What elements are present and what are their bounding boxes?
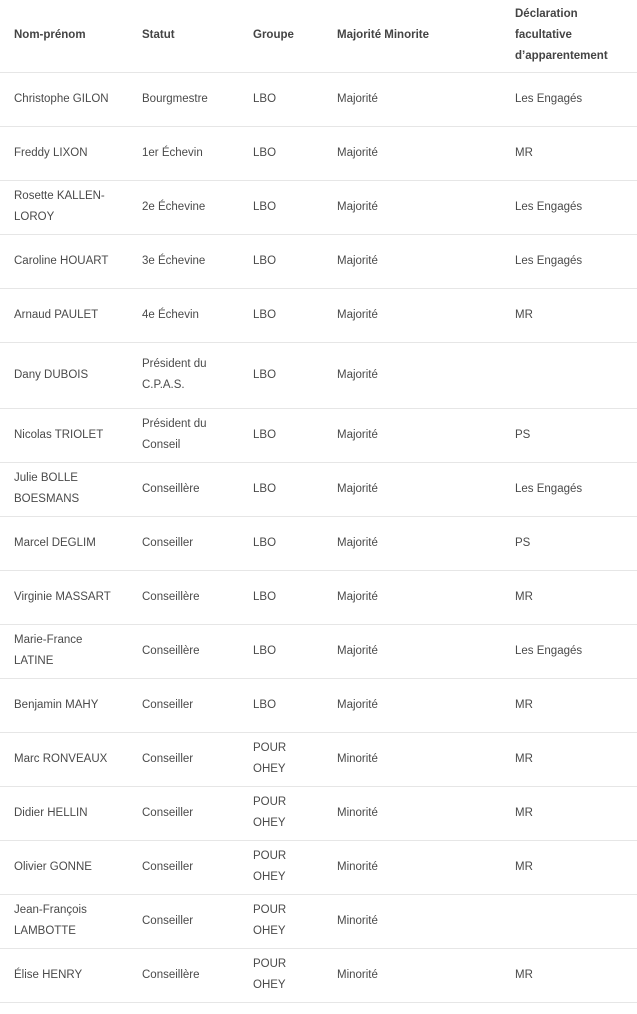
cell-declaration: Les Engagés (501, 235, 637, 289)
cell-group: LBO (239, 289, 323, 343)
cell-status: Conseiller (128, 517, 239, 571)
cell-name: Didier HELLIN (0, 787, 128, 841)
cell-name: Caroline HOUART (0, 235, 128, 289)
cell-name: Freddy LIXON (0, 127, 128, 181)
cell-group: LBO (239, 127, 323, 181)
cell-declaration (501, 895, 637, 949)
cell-group: LBO (239, 73, 323, 127)
cell-status: Président du Conseil (128, 409, 239, 463)
cell-majority: Majorité (323, 289, 501, 343)
cell-declaration: MR (501, 733, 637, 787)
cell-declaration: MR (501, 841, 637, 895)
cell-name: Virginie MASSART (0, 571, 128, 625)
table-row (0, 679, 637, 733)
cell-name: Élise HENRY (0, 949, 128, 1003)
cell-majority: Majorité (323, 625, 501, 679)
table-row (0, 517, 637, 571)
cell-declaration: PS (501, 517, 637, 571)
cell-name: Olivier GONNE (0, 841, 128, 895)
cell-declaration: Les Engagés (501, 625, 637, 679)
cell-group: LBO (239, 625, 323, 679)
cell-name: Nicolas TRIOLET (0, 409, 128, 463)
cell-group: LBO (239, 571, 323, 625)
cell-majority: Minorité (323, 787, 501, 841)
cell-status: Conseillère (128, 625, 239, 679)
cell-declaration: PS (501, 409, 637, 463)
header-group: Groupe (239, 0, 323, 73)
cell-majority: Majorité (323, 517, 501, 571)
cell-majority: Minorité (323, 949, 501, 1003)
cell-status: Conseiller (128, 679, 239, 733)
cell-declaration (501, 343, 637, 409)
cell-majority: Minorité (323, 895, 501, 949)
table-header-row (0, 0, 637, 73)
cell-group: LBO (239, 517, 323, 571)
cell-declaration: Les Engagés (501, 73, 637, 127)
cell-declaration: Les Engagés (501, 463, 637, 517)
cell-name: Marc RONVEAUX (0, 733, 128, 787)
cell-declaration: MR (501, 127, 637, 181)
cell-majority: Minorité (323, 841, 501, 895)
table-row (0, 625, 637, 679)
table-row (0, 733, 637, 787)
table-row (0, 343, 637, 409)
table-row (0, 73, 637, 127)
cell-status: Conseillère (128, 463, 239, 517)
cell-group: POUR OHEY (239, 787, 323, 841)
cell-status: Conseiller (128, 787, 239, 841)
cell-group: LBO (239, 463, 323, 517)
cell-name: Christophe GILON (0, 73, 128, 127)
cell-majority: Majorité (323, 127, 501, 181)
table-row (0, 463, 637, 517)
cell-status: 2e Échevine (128, 181, 239, 235)
cell-majority: Majorité (323, 571, 501, 625)
table-row (0, 841, 637, 895)
cell-majority: Majorité (323, 409, 501, 463)
cell-group: LBO (239, 235, 323, 289)
cell-majority: Majorité (323, 343, 501, 409)
cell-name: Julie BOLLE BOESMANS (0, 463, 128, 517)
table-row (0, 787, 637, 841)
cell-declaration: Les Engagés (501, 181, 637, 235)
cell-status: Conseillère (128, 571, 239, 625)
cell-declaration: MR (501, 949, 637, 1003)
table-row (0, 289, 637, 343)
cell-majority: Minorité (323, 733, 501, 787)
header-name: Nom-prénom (0, 0, 128, 73)
cell-name: Jean-François LAMBOTTE (0, 895, 128, 949)
cell-status: 3e Échevine (128, 235, 239, 289)
cell-status: 1er Échevin (128, 127, 239, 181)
cell-majority: Majorité (323, 181, 501, 235)
cell-group: LBO (239, 409, 323, 463)
cell-status: Président du C.P.A.S. (128, 343, 239, 409)
cell-majority: Majorité (323, 235, 501, 289)
cell-group: POUR OHEY (239, 733, 323, 787)
cell-status: Conseiller (128, 733, 239, 787)
cell-status: Conseillère (128, 949, 239, 1003)
cell-majority: Majorité (323, 679, 501, 733)
cell-name: Dany DUBOIS (0, 343, 128, 409)
cell-status: 4e Échevin (128, 289, 239, 343)
table-row (0, 895, 637, 949)
table-row (0, 409, 637, 463)
cell-group: LBO (239, 343, 323, 409)
table-row (0, 571, 637, 625)
cell-declaration: MR (501, 571, 637, 625)
cell-declaration: MR (501, 787, 637, 841)
table-row (0, 235, 637, 289)
cell-group: LBO (239, 679, 323, 733)
cell-status: Conseiller (128, 841, 239, 895)
cell-status: Conseiller (128, 895, 239, 949)
table-row (0, 127, 637, 181)
header-majority: Majorité Minorite (323, 0, 501, 73)
cell-group: LBO (239, 181, 323, 235)
cell-majority: Majorité (323, 73, 501, 127)
cell-name: Arnaud PAULET (0, 289, 128, 343)
cell-group: POUR OHEY (239, 895, 323, 949)
table-row (0, 181, 637, 235)
cell-name: Marie-France LATINE (0, 625, 128, 679)
cell-name: Benjamin MAHY (0, 679, 128, 733)
cell-declaration: MR (501, 289, 637, 343)
cell-group: POUR OHEY (239, 949, 323, 1003)
header-status: Statut (128, 0, 239, 73)
cell-majority: Majorité (323, 463, 501, 517)
cell-group: POUR OHEY (239, 841, 323, 895)
cell-name: Marcel DEGLIM (0, 517, 128, 571)
header-declaration: Déclaration facultative d’apparentement (501, 0, 637, 73)
cell-status: Bourgmestre (128, 73, 239, 127)
table-row (0, 949, 637, 1003)
cell-name: Rosette KALLEN-LOROY (0, 181, 128, 235)
cell-declaration: MR (501, 679, 637, 733)
